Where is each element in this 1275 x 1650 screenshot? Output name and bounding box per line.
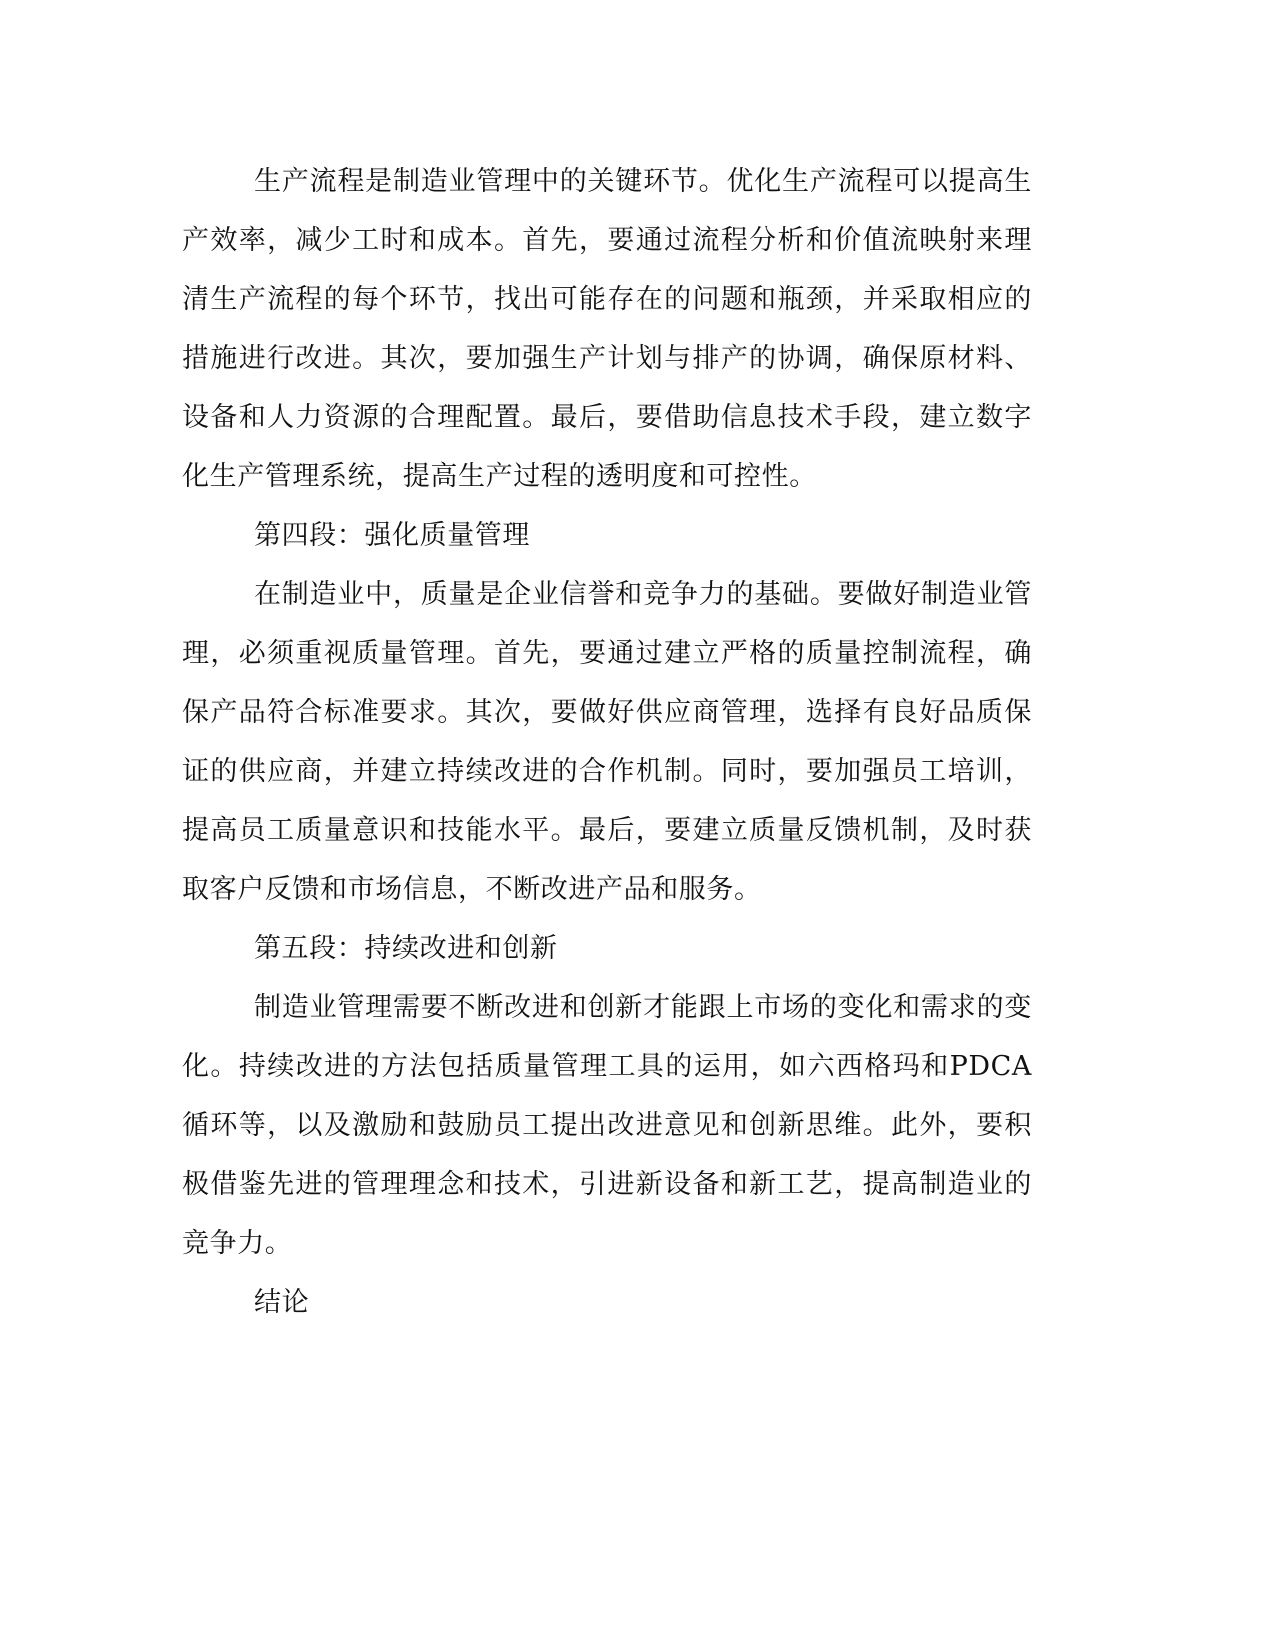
section-heading-conclusion: 结论	[254, 1287, 310, 1318]
paragraph-continuous-improvement: 制造业管理需要不断改进和创新才能跟上市场的变化和需求的变化。持续改进的方法包括质量管理工具的运用，如六西格玛和PDCA循环等，以及激励和鼓励员工提出改进意见和创新思维。此外，要积极借鉴先进的管理理念和技术，引进新设备和新工艺，提高制造业的竞争力。	[182, 992, 1032, 1259]
paragraph-quality-management: 在制造业中，质量是企业信誉和竞争力的基础。要做好制造业管理，必须重视质量管理。首先，要通过建立严格的质量控制流程，确保产品符合标准要求。其次，要做好供应商管理，选择有良好品质保证的供应商，并建立持续改进的合作机制。同时，要加强员工培训，提高员工质量意识和技能水平。最后，要建立质量反馈机制，及时获取客户反馈和市场信息，不断改进产品和服务。	[182, 579, 1032, 905]
section-heading-innovation: 第五段：持续改进和创新	[254, 933, 558, 964]
document-body	[182, 152, 1032, 1332]
section-heading-quality: 第四段：强化质量管理	[254, 520, 530, 551]
paragraph-production-process: 生产流程是制造业管理中的关键环节。优化生产流程可以提高生产效率，减少工时和成本。首先，要通过流程分析和价值流映射来理清生产流程的每个环节，找出可能存在的问题和瓶颈，并采取相应的措施进行改进。其次，要加强生产计划与排产的协调，确保原材料、设备和人力资源的合理配置。最后，要借助信息技术手段，建立数字化生产管理系统，提高生产过程的透明度和可控性。	[182, 166, 1032, 492]
